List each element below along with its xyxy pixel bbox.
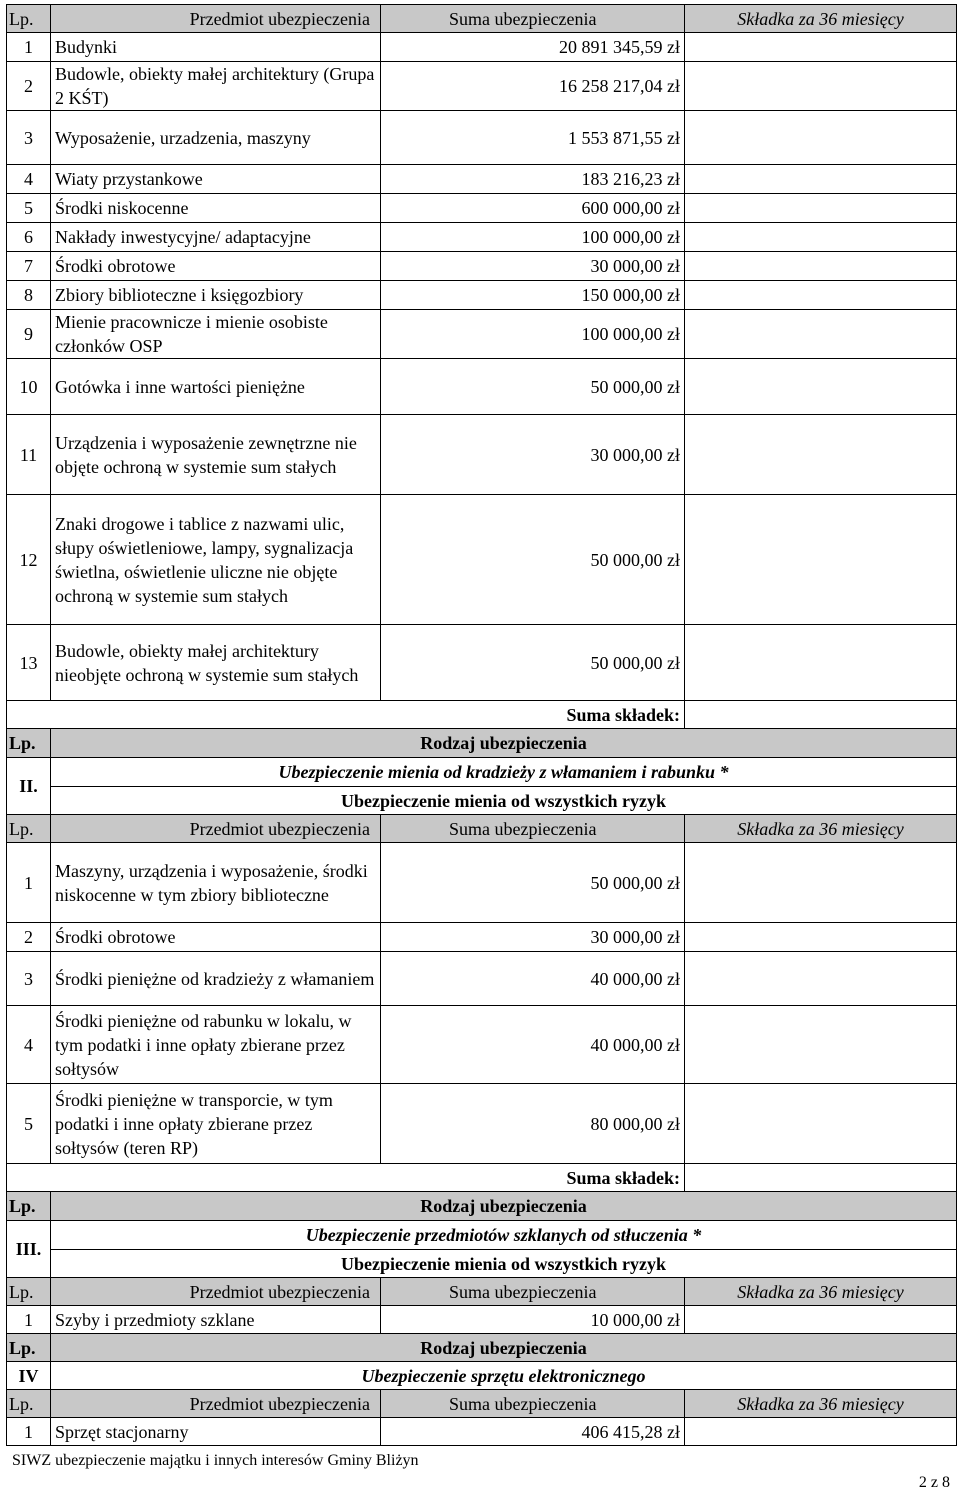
- table-row: 1 Maszyny, urządzenia i wyposażenie, środki niskocenne w tym zbiory biblioteczne 50 000,00 zł: [7, 843, 957, 923]
- premium-cell[interactable]: [685, 310, 957, 359]
- premium-cell[interactable]: [685, 1306, 957, 1334]
- premium-cell[interactable]: [685, 359, 957, 415]
- premium-cell[interactable]: [685, 495, 957, 625]
- insurance-table: [6, 4, 957, 1446]
- section-title: Ubezpieczenie przedmiotów szklanych od stłuczenia *: [51, 1221, 957, 1250]
- section-number: III.: [7, 1221, 51, 1278]
- table-row: 4 Wiaty przystankowe 183 216,23 zł: [7, 165, 957, 194]
- header-lp: Lp.: [7, 5, 51, 33]
- section-title: Ubezpieczenie mienia od kradzieży z włamaniem i rabunku *: [51, 758, 957, 787]
- table-row: 8 Zbiory biblioteczne i księgozbiory 150 000,00 zł: [7, 281, 957, 310]
- section-number: IV: [7, 1362, 51, 1390]
- total-premium-cell[interactable]: [685, 701, 957, 729]
- section4-title-row: [7, 1362, 957, 1390]
- premium-cell[interactable]: [685, 1418, 957, 1446]
- premium-cell[interactable]: [685, 843, 957, 923]
- section3-header-row: Lp. Przedmiot ubezpieczenia Suma ubezpieczenia Składka za 36 miesięcy: [7, 1278, 957, 1306]
- table-row: 9 Mienie pracownicze i mienie osobiste członków OSP 100 000,00 zł: [7, 310, 957, 359]
- section-number: II.: [7, 758, 51, 815]
- premium-cell[interactable]: [685, 111, 957, 165]
- total-premium-cell[interactable]: [685, 1164, 957, 1192]
- premium-cell[interactable]: [685, 281, 957, 310]
- premium-cell[interactable]: [685, 33, 957, 62]
- table-row: 5 Środki pieniężne w transporcie, w tym podatki i inne opłaty zbierane przez sołtysów (teren RP) 80 000,00 zł: [7, 1084, 957, 1164]
- header-premium: Składka za 36 miesięcy: [685, 5, 957, 33]
- section4-type-header: Lp. Rodzaj ubezpieczenia: [7, 1334, 957, 1362]
- header-sum: Suma ubezpieczenia: [381, 5, 685, 33]
- table-row: 11 Urządzenia i wyposażenie zewnętrzne nie objęte ochroną w systemie sum stałych 30 000,00 zł: [7, 415, 957, 495]
- table-row: 1 Budynki 20 891 345,59 zł: [7, 33, 957, 62]
- section2-type-header: Lp. Rodzaj ubezpieczenia: [7, 729, 957, 758]
- table-row: 4 Środki pieniężne od rabunku w lokalu, w tym podatki i inne opłaty zbierane przez sołtysów 40 000,00 zł: [7, 1006, 957, 1084]
- section-title: Ubezpieczenie sprzętu elektronicznego: [51, 1362, 957, 1390]
- table-row: 10 Gotówka i inne wartości pieniężne 50 000,00 zł: [7, 359, 957, 415]
- total-row: [7, 701, 957, 729]
- premium-cell[interactable]: [685, 625, 957, 701]
- table-row: 12 Znaki drogowe i tablice z nazwami ulic, słupy oświetleniowe, lampy, sygnalizacja świetlna, oświetlenie uliczne nie objęte ochroną w systemie sum stałych 50 000,00 zł: [7, 495, 957, 625]
- premium-cell[interactable]: [685, 415, 957, 495]
- premium-cell[interactable]: [685, 923, 957, 952]
- table-row: 6 Nakłady inwestycyjne/ adaptacyjne 100 000,00 zł: [7, 223, 957, 252]
- section2-title-row: [7, 758, 957, 787]
- premium-cell[interactable]: [685, 1006, 957, 1084]
- premium-cell[interactable]: [685, 62, 957, 111]
- premium-cell[interactable]: [685, 194, 957, 223]
- page-number: 2 z 8: [918, 1474, 950, 1491]
- premium-cell[interactable]: [685, 1084, 957, 1164]
- table-row: 1 Szyby i przedmioty szklane 10 000,00 zł: [7, 1306, 957, 1334]
- section3-type-header: Lp. Rodzaj ubezpieczenia: [7, 1192, 957, 1221]
- section-subtitle: Ubezpieczenie mienia od wszystkich ryzyk: [51, 787, 957, 815]
- header-subject: Przedmiot ubezpieczenia: [51, 5, 381, 33]
- premium-cell[interactable]: [685, 223, 957, 252]
- table-row: 13 Budowle, obiekty małej architektury nieobjęte ochroną w systemie sum stałych 50 000,00 zł: [7, 625, 957, 701]
- document-footer: SIWZ ubezpieczenie majątku i innych interesów Gminy Bliżyn: [12, 1452, 419, 1469]
- section1-header-row: [7, 5, 957, 33]
- premium-cell[interactable]: [685, 165, 957, 194]
- table-row: 3 Wyposażenie, urzadzenia, maszyny 1 553 871,55 zł: [7, 111, 957, 165]
- section-subtitle: Ubezpieczenie mienia od wszystkich ryzyk: [51, 1250, 957, 1278]
- table-row: 2 Środki obrotowe 30 000,00 zł: [7, 923, 957, 952]
- total-row: [7, 1164, 957, 1192]
- table-row: 7 Środki obrotowe 30 000,00 zł: [7, 252, 957, 281]
- premium-cell[interactable]: [685, 952, 957, 1006]
- table-row: 3 Środki pieniężne od kradzieży z włamaniem 40 000,00 zł: [7, 952, 957, 1006]
- section3-subtitle-row: [7, 1250, 957, 1278]
- section4-header-row: Lp. Przedmiot ubezpieczenia Suma ubezpieczenia Składka za 36 miesięcy: [7, 1390, 957, 1418]
- total-label: Suma składek:: [7, 701, 685, 729]
- section2-subtitle-row: [7, 787, 957, 815]
- table-row: 5 Środki niskocenne 600 000,00 zł: [7, 194, 957, 223]
- section3-title-row: [7, 1221, 957, 1250]
- table-row: 2 Budowle, obiekty małej architektury (Grupa 2 KŚT) 16 258 217,04 zł: [7, 62, 957, 111]
- table-row: 1 Sprzęt stacjonarny 406 415,28 zł: [7, 1418, 957, 1446]
- premium-cell[interactable]: [685, 252, 957, 281]
- total-label: Suma składek:: [7, 1164, 685, 1192]
- section2-header-row: Lp. Przedmiot ubezpieczenia Suma ubezpieczenia Składka za 36 miesięcy: [7, 815, 957, 843]
